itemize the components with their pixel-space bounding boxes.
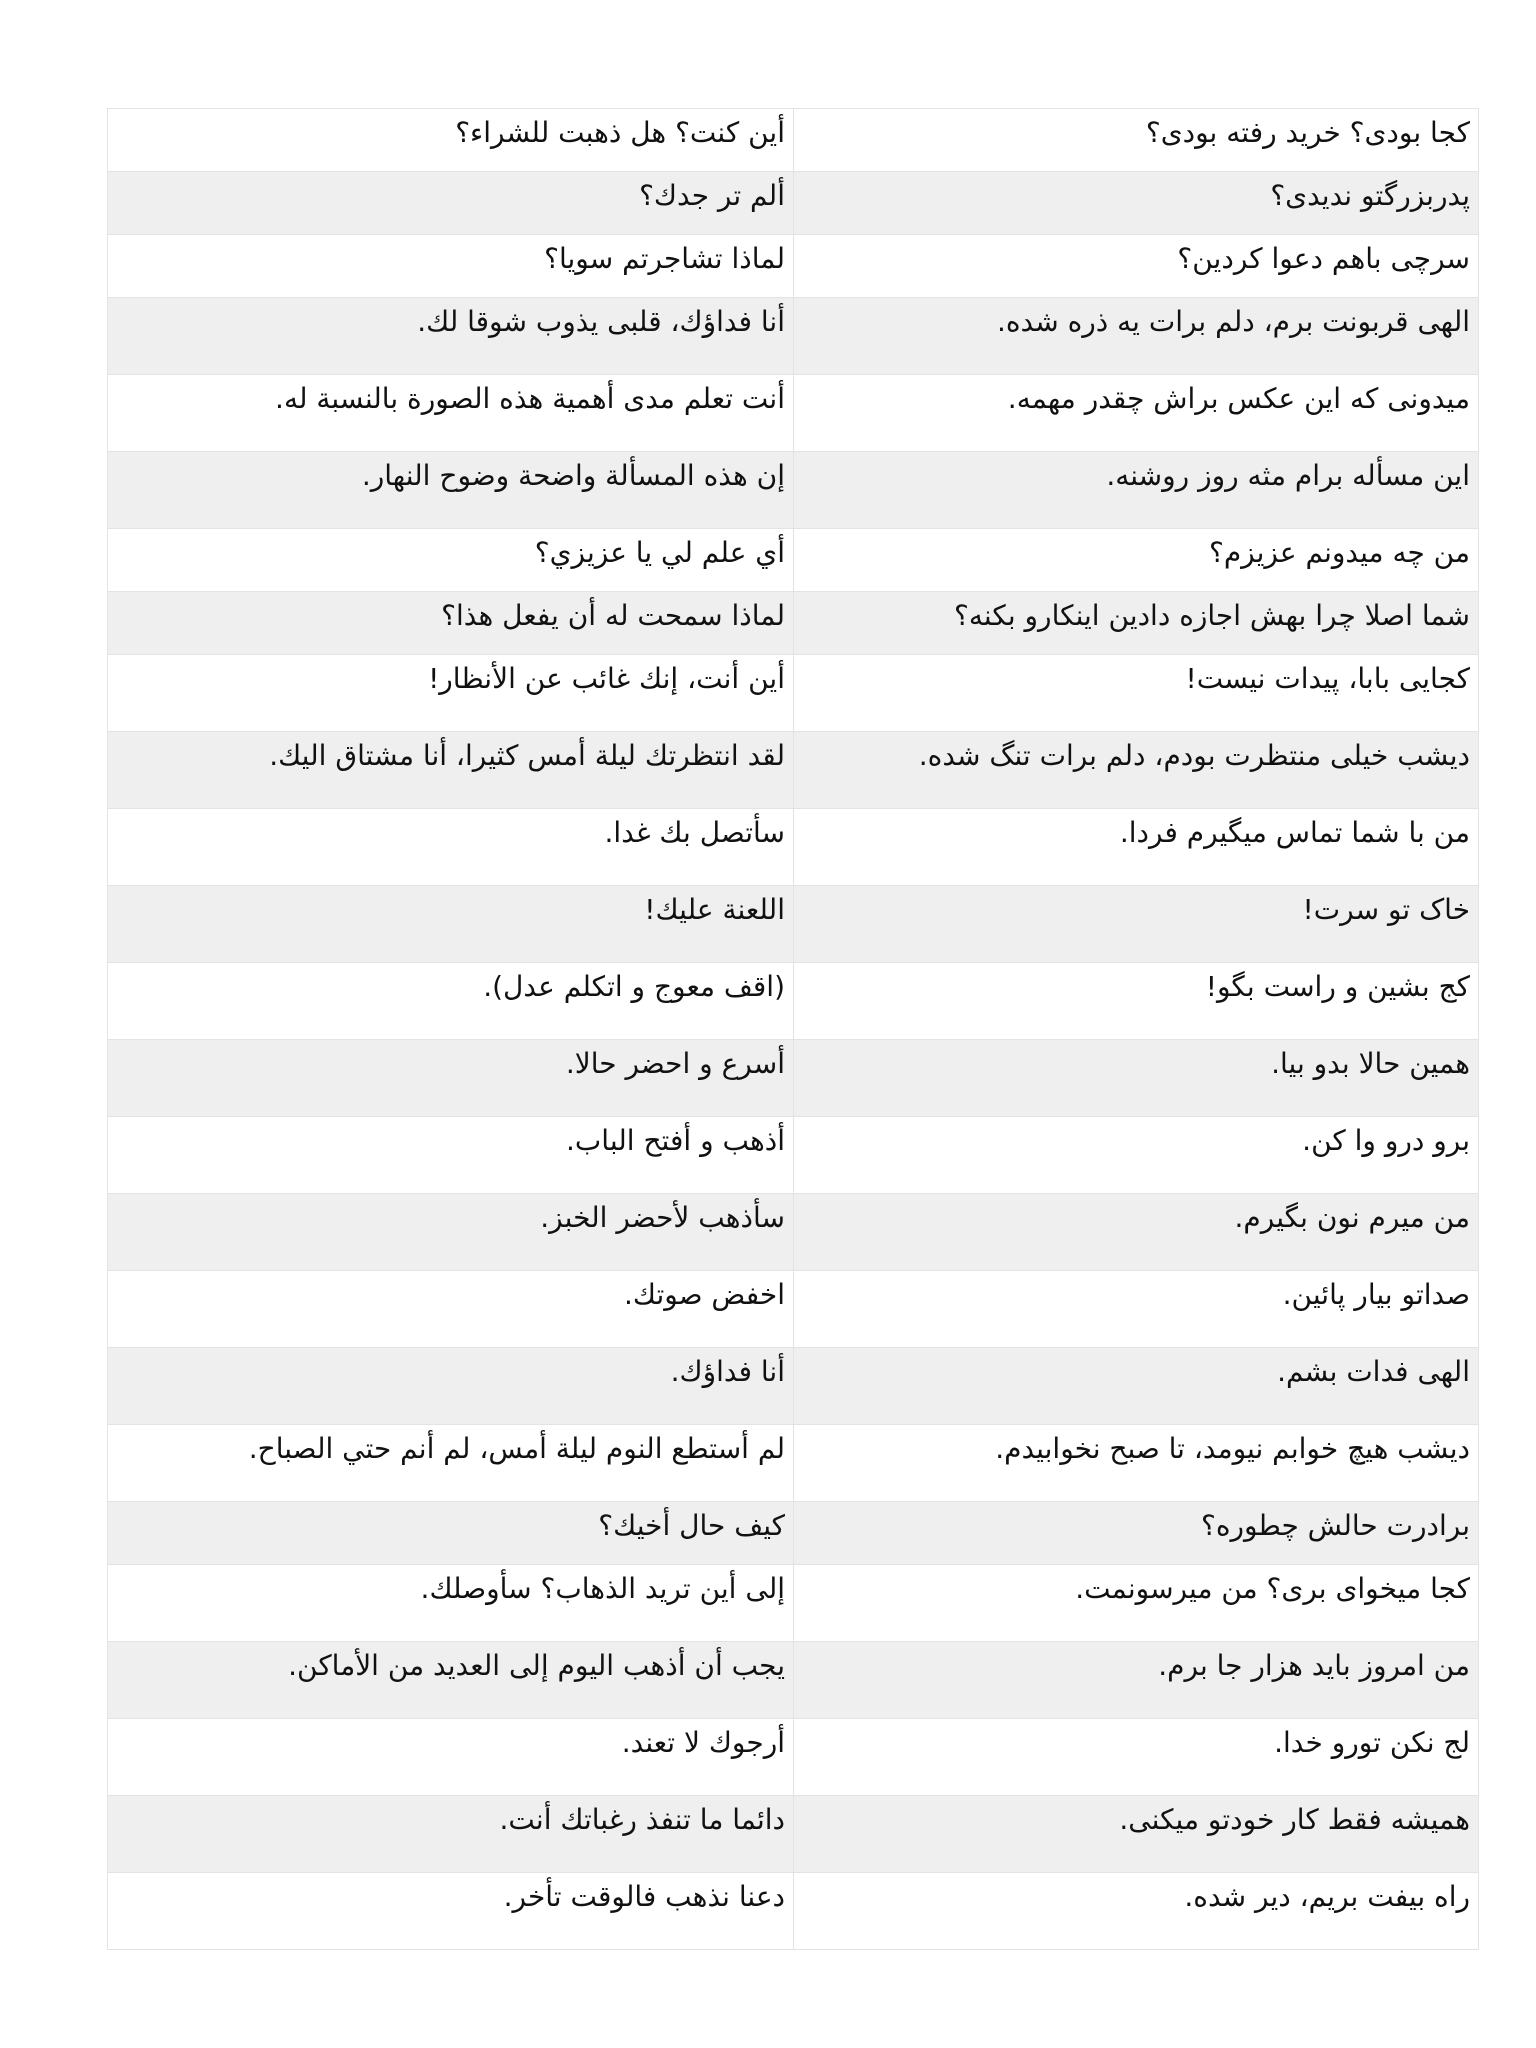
phrase-table-container [107,108,1470,1950]
persian-cell: کجا میخوای بری؟ من میرسونمت. [794,1565,1479,1642]
table-row [108,235,1479,298]
table-row [108,1194,1479,1271]
arabic-cell: أي علم لي يا عزيزي؟ [108,529,794,592]
table-row [108,732,1479,809]
table-row [108,1873,1479,1950]
arabic-cell: ألم تر جدك؟ [108,172,794,235]
table-row [108,1425,1479,1502]
table-row [108,655,1479,732]
persian-cell: میدونی که این عکس براش چقدر مهمه. [794,375,1479,452]
persian-cell: من با شما تماس میگیرم فردا. [794,809,1479,886]
arabic-cell: أنا فداؤك. [108,1348,794,1425]
persian-cell: پدربزرگتو ندیدی؟ [794,172,1479,235]
table-row [108,109,1479,172]
table-row [108,1796,1479,1873]
arabic-cell: لماذا تشاجرتم سويا؟ [108,235,794,298]
table-row [108,809,1479,886]
persian-cell: من میرم نون بگیرم. [794,1194,1479,1271]
table-row [108,452,1479,529]
table-row [108,529,1479,592]
persian-cell: الهی فدات بشم. [794,1348,1479,1425]
persian-cell: برو درو وا کن. [794,1117,1479,1194]
phrase-table-body [108,109,1479,1950]
table-row [108,375,1479,452]
table-row [108,1502,1479,1565]
persian-cell: راه بیفت بریم، دیر شده. [794,1873,1479,1950]
table-row [108,963,1479,1040]
persian-cell: دیشب خیلی منتظرت بودم، دلم برات تنگ شده. [794,732,1479,809]
arabic-cell: سأتصل بك غدا. [108,809,794,886]
persian-cell: الهی قربونت برم، دلم برات یه ذره شده. [794,298,1479,375]
arabic-cell: لقد انتظرتك ليلة أمس كثيرا، أنا مشتاق اليك. [108,732,794,809]
arabic-cell: أذهب و أفتح الباب. [108,1117,794,1194]
persian-cell: دیشب هیچ خوابم نیومد، تا صبح نخوابیدم. [794,1425,1479,1502]
arabic-cell: (اقف معوج و اتكلم عدل). [108,963,794,1040]
persian-cell: شما اصلا چرا بهش اجازه دادین اینکارو بکنه؟ [794,592,1479,655]
persian-cell: همین حالا بدو بیا. [794,1040,1479,1117]
persian-cell: من امروز باید هزار جا برم. [794,1642,1479,1719]
table-row [108,172,1479,235]
arabic-cell: لماذا سمحت له أن يفعل هذا؟ [108,592,794,655]
table-row [108,592,1479,655]
table-row [108,1271,1479,1348]
phrase-table [107,108,1479,1950]
arabic-cell: إن هذه المسألة واضحة وضوح النهار. [108,452,794,529]
arabic-cell: أين أنت، إنك غائب عن الأنظار! [108,655,794,732]
table-row [108,886,1479,963]
arabic-cell: إلى أين تريد الذهاب؟ سأوصلك. [108,1565,794,1642]
table-row [108,1642,1479,1719]
persian-cell: لج نکن تورو خدا. [794,1719,1479,1796]
arabic-cell: اخفض صوتك. [108,1271,794,1348]
arabic-cell: اللعنة عليك! [108,886,794,963]
persian-cell: من چه میدونم عزیزم؟ [794,529,1479,592]
persian-cell: صداتو بیار پائین. [794,1271,1479,1348]
arabic-cell: أسرع و احضر حالا. [108,1040,794,1117]
arabic-cell: دعنا نذهب فالوقت تأخر. [108,1873,794,1950]
persian-cell: این مسأله برام مثه روز روشنه. [794,452,1479,529]
arabic-cell: كيف حال أخيك؟ [108,1502,794,1565]
arabic-cell: لم أستطع النوم ليلة أمس، لم أنم حتي الصباح. [108,1425,794,1502]
table-row [108,1117,1479,1194]
arabic-cell: أرجوك لا تعند. [108,1719,794,1796]
persian-cell: کج بشین و راست بگو! [794,963,1479,1040]
table-row [108,1348,1479,1425]
persian-cell: کجا بودی؟ خرید رفته بودی؟ [794,109,1479,172]
arabic-cell: أنت تعلم مدى أهمية هذه الصورة بالنسبة له. [108,375,794,452]
table-row [108,1040,1479,1117]
table-row [108,1565,1479,1642]
arabic-cell: أين كنت؟ هل ذهبت للشراء؟ [108,109,794,172]
persian-cell: سرچی باهم دعوا کردین؟ [794,235,1479,298]
arabic-cell: دائما ما تنفذ رغباتك أنت. [108,1796,794,1873]
table-row [108,298,1479,375]
persian-cell: همیشه فقط کار خودتو میکنی. [794,1796,1479,1873]
arabic-cell: أنا فداؤك، قلبی يذوب شوقا لك. [108,298,794,375]
arabic-cell: سأذهب لأحضر الخبز. [108,1194,794,1271]
persian-cell: خاک تو سرت! [794,886,1479,963]
persian-cell: کجایی بابا، پیدات نیست! [794,655,1479,732]
arabic-cell: يجب أن أذهب اليوم إلى العديد من الأماكن. [108,1642,794,1719]
persian-cell: برادرت حالش چطوره؟ [794,1502,1479,1565]
table-row [108,1719,1479,1796]
